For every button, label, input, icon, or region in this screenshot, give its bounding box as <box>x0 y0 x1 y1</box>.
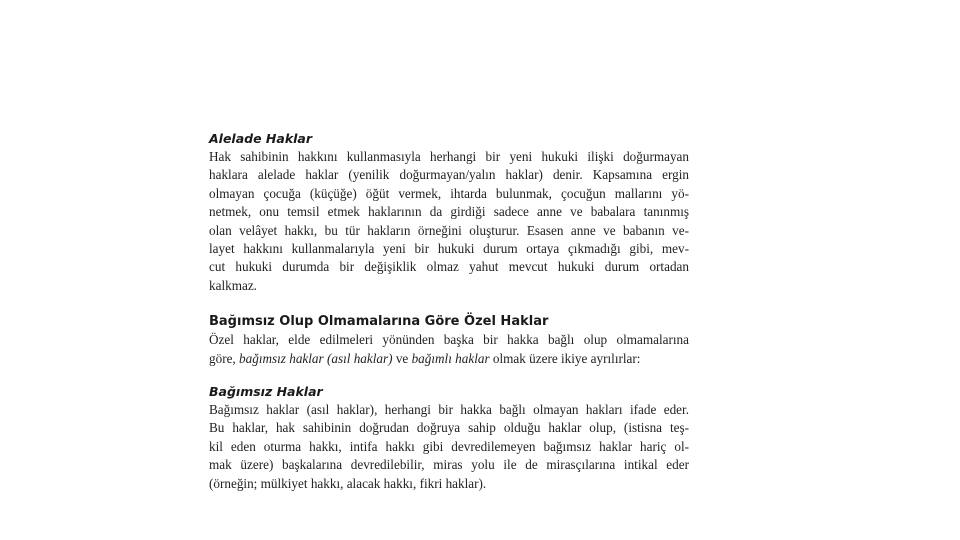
text-fragment: olmak üzere ikiye ayrılırlar: <box>489 350 641 366</box>
text-line: kil eden oturma hakkı, intifa hakkı gibi devredilemeyen bağımsız haklar hariç ol- <box>209 438 689 454</box>
text-fragment: göre, <box>209 350 240 366</box>
text-line: netmek, onu temsil etmek haklarının da girdiği sadece anne ve babalara tanınmış <box>209 204 689 220</box>
text-line: Hak sahibinin hakkını kullanmasıyla herhangi bir yeni hukuki ilişki doğurmayan <box>209 149 689 164</box>
text-fragment: ve <box>392 350 412 366</box>
text-line: (örneğin; mülkiyet hakkı, alacak hakkı, fikri haklar). <box>209 475 487 491</box>
paragraph-alelade-haklar <box>209 148 689 295</box>
text-line: cut hukuki durumda bir değişiklik olmaz yahut mevcut hukuki durum ortadan <box>209 259 689 275</box>
term-bagimli-haklar: bağımlı haklar <box>411 350 490 366</box>
paragraph-bagimsiz-olup-olmamalarina <box>209 331 689 368</box>
text-line: Bağımsız haklar (asıl haklar), herhangi bir hakka bağlı olmayan hakları ifade eder. <box>209 402 689 418</box>
paragraph-bagimsiz-haklar <box>209 401 689 493</box>
term-bagimsiz-haklar: bağımsız haklar (asıl haklar) <box>239 350 393 366</box>
section-spacer <box>209 295 689 313</box>
heading-alelade-haklar: Alelade Haklar <box>209 131 313 146</box>
text-line: olan velâyet hakkı, bu tür hakların örneğini oluşturur. Esasen anne ve babanın ve- <box>209 222 689 238</box>
text-line: layet hakkını kullanmalarıyla yeni bir hukuki durum ortaya çıkmadığı gibi, mev- <box>209 241 689 257</box>
document-content <box>209 130 689 493</box>
text-line: olmayan çocuğa (küçüğe) öğüt vermek, ihtarda bulunmak, çocuğun mallarını yö- <box>209 185 689 201</box>
text-line: haklara alelade haklar (yenilik doğurmayan/yalın haklar) denir. Kapsamına ergin <box>209 167 689 183</box>
heading-bagimsiz-olup-olmamalarina: Bağımsız Olup Olmamalarına Göre Özel Haklar <box>209 314 549 330</box>
text-line: Özel haklar, elde edilmeleri yönünden başka bir hakka bağlı olup olmamalarına <box>209 332 689 348</box>
heading-bagimsiz-haklar: Bağımsız Haklar <box>209 384 323 400</box>
text-line: kalkmaz. <box>209 277 257 293</box>
text-line: mak üzere) başkalarına devredilebilir, miras yolu ile de mirasçılarına intikal eder <box>209 457 689 473</box>
text-line: Bu haklar, hak sahibinin doğrudan doğruya sahip olduğu haklar olup, (istisna teş- <box>209 420 689 436</box>
section-spacer <box>209 368 689 383</box>
text-line <box>209 350 689 368</box>
